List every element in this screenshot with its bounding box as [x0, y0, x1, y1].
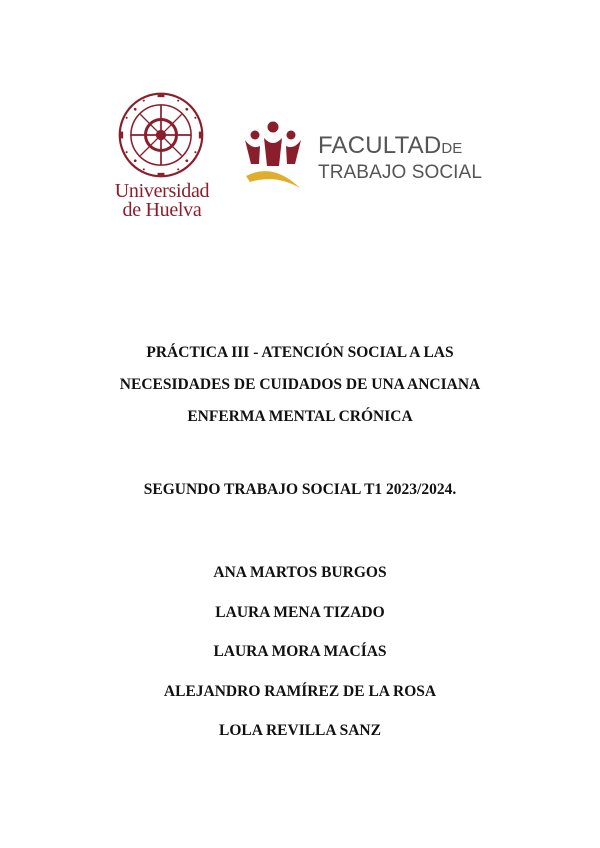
faculty-people-logo	[240, 118, 306, 194]
title-line: ENFERMA MENTAL CRÓNICA	[187, 408, 413, 425]
university-name-line2: de Huelva	[122, 199, 202, 221]
author-name: LAURA MENA TIZADO	[215, 603, 385, 621]
faculty-de: DE	[441, 140, 463, 157]
document-title	[40, 337, 560, 433]
faculty-word: FACULTAD	[318, 132, 442, 159]
university-wordmark	[100, 182, 224, 220]
faculty-wordmark	[318, 134, 482, 185]
title-line: NECESIDADES DE CUIDADOS DE UNA ANCIANA	[119, 376, 481, 393]
author-name: ALEJANDRO RAMÍREZ DE LA ROSA	[163, 682, 437, 700]
faculty-name-line1	[318, 134, 482, 161]
authors-list	[40, 553, 560, 751]
course-line: SEGUNDO TRABAJO SOCIAL T1 2023/2024.	[143, 481, 457, 498]
university-seal-logo	[118, 92, 204, 178]
author-name: ANA MARTOS BURGOS	[213, 564, 387, 581]
author-name: LAURA MORA MACÍAS	[213, 643, 387, 660]
university-name-line1: Universidad	[114, 180, 210, 202]
header-logos	[0, 0, 600, 240]
title-line: PRÁCTICA III - ATENCIÓN SOCIAL A LAS	[146, 344, 454, 361]
faculty-name-line2: TRABAJO SOCIAL	[318, 162, 482, 183]
author-name: LOLA REVILLA SANZ	[219, 722, 381, 739]
